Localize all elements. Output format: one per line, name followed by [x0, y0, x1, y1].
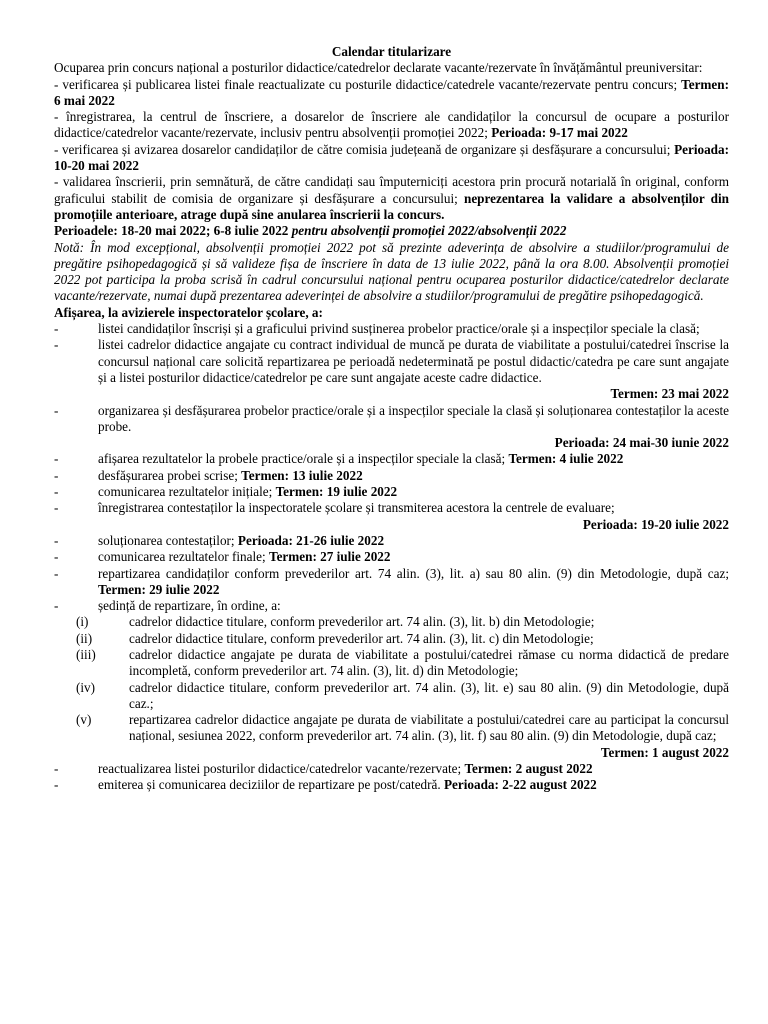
roman-list-item: (v) repartizarea cadrelor didactice angajate pe durata de viabilitate a postului/catedrei care au participat la concursul național, sesiunea 2022, conform prevederilor art. 74 alin. (3), lit. f) sau 80 alin. (9) din Metodologie, după caz;	[76, 712, 729, 744]
list-item: - listei cadrelor didactice angajate cu contract individual de muncă pe durata de viabilitate a postului/catedrei înscrise la concursul național care solicită repartizarea pe perioadă nedeterminată pe postul didactic/catedra pe care sunt angajate și a listei posturilor didactice/catedrelor pe care sunt angajate aceste cadre didactice.	[54, 337, 729, 385]
display-term: Termen: 23 mai 2022	[610, 386, 729, 402]
roman-list-item: (i) cadrelor didactice titulare, conform prevederilor art. 74 alin. (3), lit. b) din Metodologie;	[76, 614, 595, 630]
item-validation: - validarea înscrierii, prin semnătură, de către candidați sau împuterniciți acestora prin procură notarială în original, conform graficului stabilit de comisia de organizare și desfășurare a concursului; neprezentarea la validare a absolvenților din promoțiile anterioare, atrage după sine anularea înscrierii la concurs.	[54, 174, 729, 222]
intro-paragraph: Ocuparea prin concurs național a posturilor didactice/catedrelor declarate vacante/rezervate în învățământul preuniversitar:	[54, 60, 703, 76]
list-item: - înregistrarea contestaților la inspectoratele școlare și transmiterea acestora la centrele de evaluare;	[54, 500, 615, 516]
list-item: - listei candidaților înscriși și a graficului privind susținerea probelor practice/orale și a inspecților speciale la clasă;	[54, 321, 700, 337]
roman-list-item: (iii) cadrelor didactice angajate pe durata de viabilitate a postului/catedrei rămase cu norma didactică de predare incompletă, conform prevederilor art. 74 alin. (3), lit. d) din Metodologie;	[76, 646, 729, 679]
list-item: - ședință de repartizare, în ordine, a:	[54, 598, 281, 614]
list-item: - desfășurarea probei scrise; Termen: 13 iulie 2022	[54, 467, 363, 483]
list-item: - repartizarea candidaților conform prevederilor art. 74 alin. (3), lit. a) sau 80 alin. (9) din Metodologie, după caz; Termen: 29 iulie 2022	[54, 565, 729, 597]
validation-periods: Perioadele: 18-20 mai 2022; 6-8 iulie 2022 pentru absolvenții promoției 2022/absolvenții 2022	[54, 223, 567, 239]
document-page	[54, 44, 729, 794]
list-item: - emiterea și comunicarea deciziilor de repartizare pe post/catedră. Perioada: 2-22 august 2022	[54, 777, 597, 793]
assignment-term: Termen: 1 august 2022	[600, 744, 729, 760]
list-item: - comunicarea rezultatelor inițiale; Termen: 19 iulie 2022	[54, 484, 398, 500]
roman-list-item: (ii) cadrelor didactice titulare, conform prevederilor art. 74 alin. (3), lit. c) din Metodologie;	[76, 630, 594, 646]
list-item: - comunicarea rezultatelor finale; Termen: 27 iulie 2022	[54, 549, 391, 565]
item-publish-list: - verificarea și publicarea listei finale reactualizate cu posturile didactice/catedrele vacante/rezervate pentru concurs; Termen: 6 mai 2022	[54, 76, 729, 108]
roman-list-item: (iv) cadrelor didactice titulare, conform prevederilor art. 74 alin. (3), lit. e) sau 80 alin. (9) din Metodologie, după caz.;	[76, 679, 729, 711]
note-paragraph: Notă: În mod excepțional, absolvenții promoției 2022 pot să prezinte adeverința de absolvire a studiilor/programului de pregătire psihopedagogică și să valideze fișa de înscriere în data de 13 iulie 2022, până la ora 8.00. Absolvenții promoției 2022 pot participa la proba scrisă în cadrul concursului național pentru ocuparea posturilor didactice/catedrelor declarate vacante/rezervate, numai după prezentarea adeverinței de absolvire a studiilor/programului de pregătire psihopedagogică.	[54, 239, 729, 304]
list-item: - afișarea rezultatelor la probele practice/orale și a inspecților speciale la clasă; Termen: 4 iulie 2022	[54, 451, 624, 467]
item-registration: - înregistrarea, la centrul de înscriere, a dosarelor de înscriere ale candidaților la concursul de ocupare a posturilor didactice/catedrelor vacante/rezervate, inclusiv pentru absolvenții promoției 2022; Perioada: 9-17 mai 2022	[54, 109, 729, 141]
list-item: - reactualizarea listei posturilor didactice/catedrelor vacante/rezervate; Termen: 2 august 2022	[54, 761, 593, 777]
display-heading: Afișarea, la avizierele inspectoratelor școlare, a:	[54, 304, 323, 320]
practical-exams-period: Perioada: 24 mai-30 iunie 2022	[554, 435, 729, 451]
note-label: Notă:	[54, 239, 85, 255]
document-title: Calendar titularizare	[331, 44, 452, 59]
item-verification: - verificarea și avizarea dosarelor candidaților de către comisia județeană de organizare și desfășurare a concursului; Perioada: 10-20 mai 2022	[54, 141, 729, 174]
list-item: - soluționarea contestaților; Perioada: 21-26 iulie 2022	[54, 532, 385, 548]
appeals-period: Perioada: 19-20 iulie 2022	[582, 516, 729, 532]
list-item: - organizarea și desfășurarea probelor practice/orale și a inspecților speciale la clasă și soluționarea contestaților la aceste probe.	[54, 402, 729, 434]
